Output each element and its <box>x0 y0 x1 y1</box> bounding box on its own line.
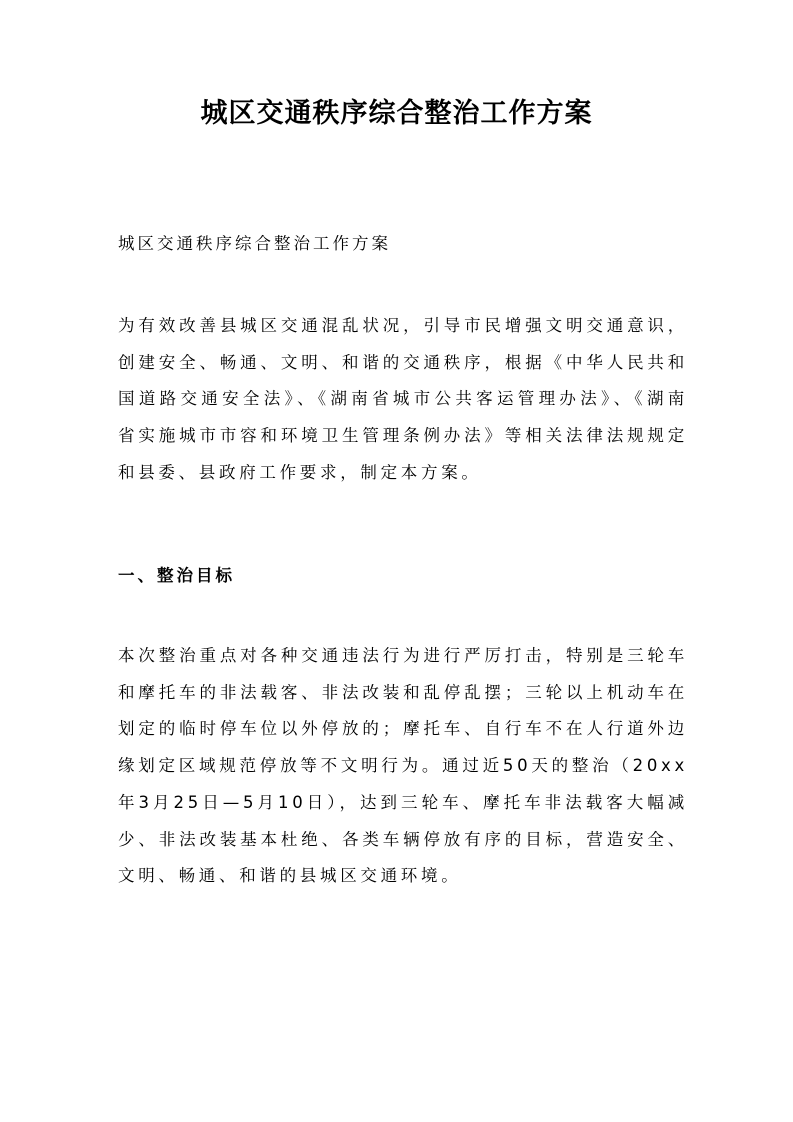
document-subtitle: 城区交通秩序综合整治工作方案 <box>118 234 391 253</box>
goals-paragraph: 本次整治重点对各种交通违法行为进行严厉打击，特别是三轮车和摩托车的非法载客、非法改装和乱停乱摆；三轮以上机动车在划定的临时停车位以外停放的；摩托车、自行车不在人行道外边缘划定区域规范停放等不文明行为。通过近50天的整治（20xx年3月25日—5月10日），达到三轮车、摩托车非法载客大幅减少、非法改装基本杜绝、各类车辆停放有序的目标，营造安全、文明、畅通、和谐的县城区交通环境。 <box>118 646 688 886</box>
section-heading-goals: 一、整治目标 <box>118 566 235 585</box>
intro-paragraph: 为有效改善县城区交通混乱状况，引导市民增强文明交通意识，创建安全、畅通、文明、和谐的交通秩序，根据《中华人民共和国道路交通安全法》、《湖南省城市公共客运管理办法》、《湖南省实施城市市容和环境卫生管理条例办法》等相关法律法规规定和县委、县政府工作要求，制定本方案。 <box>118 316 688 482</box>
document-title: 城区交通秩序综合整治工作方案 <box>200 98 593 129</box>
